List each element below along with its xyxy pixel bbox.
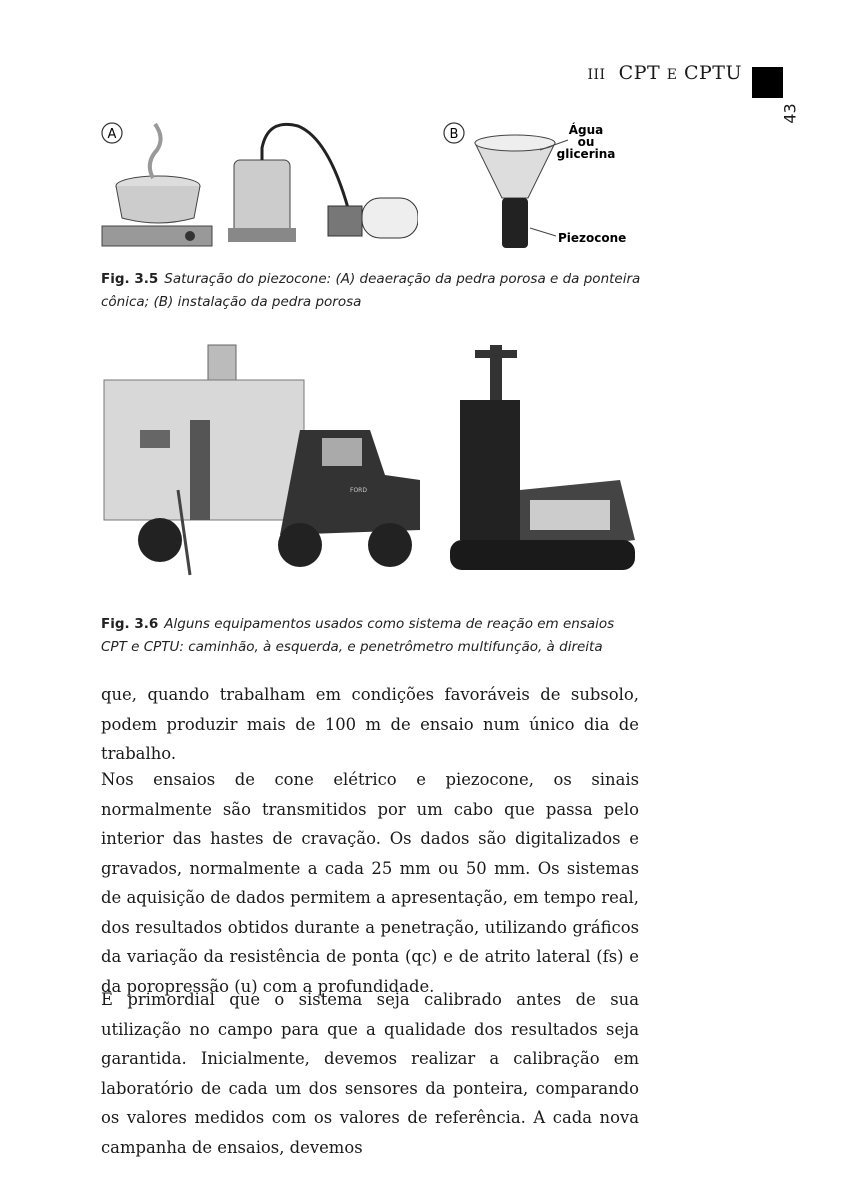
callout-piezocone: Piezocone bbox=[558, 231, 627, 245]
running-header bbox=[587, 62, 742, 84]
caption-number: Fig. 3.6 bbox=[101, 616, 159, 632]
vacuum-chamber bbox=[234, 160, 290, 235]
penetrometer-photo bbox=[450, 345, 635, 570]
chapter-title-part: E bbox=[666, 67, 678, 83]
bowl bbox=[116, 186, 200, 223]
figure-label-a: A bbox=[107, 127, 117, 142]
chapter-title-part: CPT bbox=[618, 62, 661, 84]
body-paragraph: Nos ensaios de cone elétrico e piezocone, os sinais normalmente são transmitidos por um cabo que passa pelo interior das hastes de cravação. Os dados são digitalizados e gravados, normalmente a cada 25 mm ou 50 mm. Os sistemas de aquisição de dados permitem a apresentação, em tempo real, dos resultados obtidos durante a penetração, utilizando gráficos da variação da resistência de ponta (qc) e de atrito lateral (fs) e da poropressão (u) com a profundidade. bbox=[101, 770, 639, 996]
caption-number: Fig. 3.5 bbox=[101, 271, 159, 287]
callout-glycerin: glicerina bbox=[556, 147, 616, 161]
piezocone-body bbox=[502, 198, 528, 248]
chamber-base bbox=[228, 228, 296, 242]
vacuum-pump bbox=[328, 206, 362, 236]
chapter-number: III bbox=[587, 67, 606, 83]
steam-icon bbox=[150, 124, 161, 178]
figure-3-6-caption bbox=[101, 613, 641, 659]
knob bbox=[185, 231, 195, 241]
chapter-title-part: CPTU bbox=[683, 62, 742, 84]
callout-water: Água bbox=[568, 123, 604, 137]
figure-3-5-b-illustration bbox=[440, 118, 640, 253]
caption-text: Saturação do piezocone: (A) deaeração da pedra porosa e da ponteira cônica; (B) instalação da pedra porosa bbox=[101, 271, 641, 310]
hot-plate bbox=[102, 226, 212, 246]
figure-label-b: B bbox=[449, 127, 459, 142]
body-paragraph: que, quando trabalham em condições favoráveis de subsolo, podem produzir mais de 100 m de ensaio num único dia de trabalho. bbox=[101, 685, 639, 763]
page-number: 43 bbox=[780, 103, 800, 124]
caption-text: Alguns equipamentos usados como sistema de reação em ensaios CPT e CPTU: caminhão, à esquerda, e penetrômetro multifunção, à direita bbox=[101, 616, 615, 655]
callout-line bbox=[530, 228, 556, 236]
truck-marking: FORD bbox=[350, 487, 367, 494]
thumb-tab-marker bbox=[752, 67, 783, 98]
figure-3-5-caption bbox=[101, 268, 641, 314]
figure-3-6-photos bbox=[100, 340, 640, 585]
figure-3-5-a-illustration bbox=[98, 118, 418, 253]
tank bbox=[362, 198, 418, 238]
callout-or: ou bbox=[577, 135, 595, 149]
body-paragraph: É primordial que o sistema seja calibrado antes de sua utilização no campo para que a qualidade dos resultados seja garantida. Inicialmente, devemos realizar a calibração em laboratório de cada um dos sensores da ponteira, comparando os valores medidos com os valores de referência. A cada nova campanha de ensaios, devemos bbox=[101, 990, 639, 1157]
truck-photo bbox=[104, 345, 420, 575]
